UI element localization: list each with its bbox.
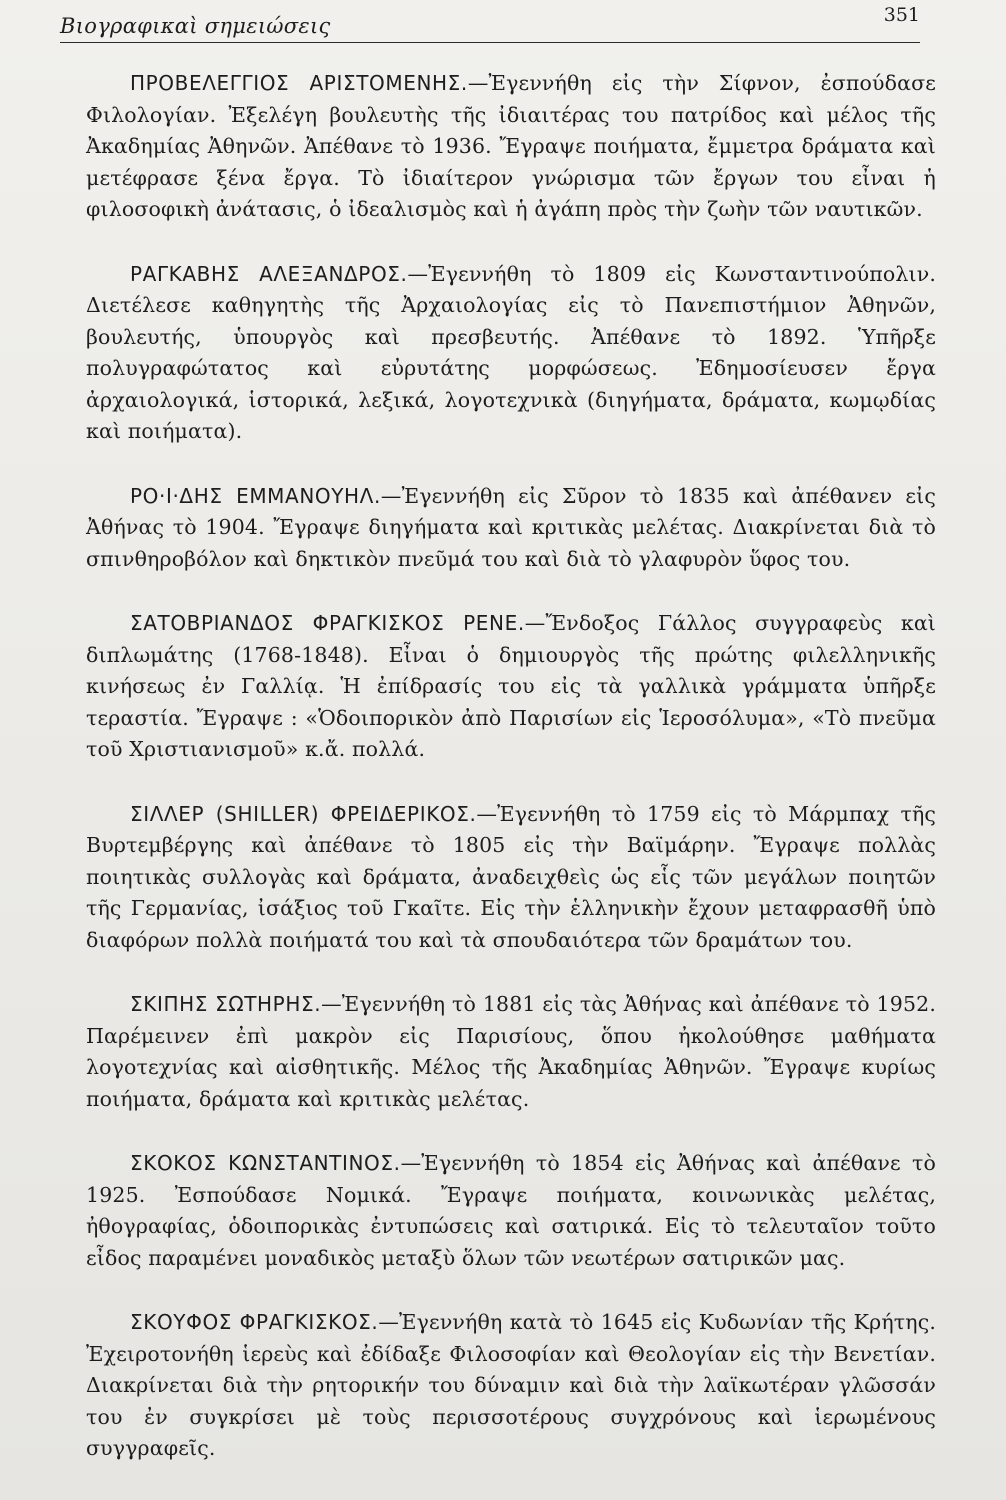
entry-name: ΡΑΓΚΑΒΗΣ ΑΛΕΞΑΝΔΡΟΣ. <box>130 261 408 286</box>
entry-skokos <box>86 1148 936 1274</box>
entry-rangavis <box>86 259 936 448</box>
entry-roidis <box>86 481 936 576</box>
entry-skipis <box>86 989 936 1115</box>
running-head <box>60 4 920 38</box>
entry-schiller <box>86 799 936 957</box>
header-rule <box>60 42 920 43</box>
entry-text: —Ἐγεννήθη τὸ 1881 εἰς τὰς Ἀθήνας καὶ ἀπέθανε τὸ 1952. Παρέμεινεν ἐπὶ μακρὸν εἰς Παρισίους, ὅπου ἠκολούθησε μαθήματα λογοτεχνίας καὶ αἰσθητικῆς. Μέλος τῆς Ἀκαδημίας Ἀθηνῶν. Ἔγραψε κυρίως ποιήματα, δράματα καὶ κριτικὰς μελέτας. <box>86 992 936 1111</box>
entry-name: ΣΚΟΚΟΣ ΚΩΝΣΤΑΝΤΙΝΟΣ. <box>130 1151 401 1175</box>
entry-name: ΣΙΛΛΕΡ (SHILLER) ΦΡΕΙΔΕΡΙΚΟΣ. <box>130 801 477 826</box>
entry-text: —Ἐγεννήθη τὸ 1759 εἰς τὸ Μάρμπαχ τῆς Βυρτεμβέργης καὶ ἀπέθανε τὸ 1805 εἰς τὴν Βαϊμάρην. Ἔγραψε πολλὰς ποιητικὰς συλλογὰς καὶ δράματα, ἀναδειχθεὶς ὡς εἷς τῶν μεγάλων ποιητῶν τῆς Γερμανίας, ἰσάξιος τοῦ Γκαῖτε. Εἰς τὴν ἑλληνικὴν ἔχουν μεταφρασθῆ ὑπὸ διαφόρων πολλὰ ποιήματά του καὶ τὰ σπουδαιότερα τῶν δραμάτων του. <box>86 801 937 952</box>
entry-name: ΠΡΟΒΕΛΕΓΓΙΟΣ ΑΡΙΣΤΟΜΕΝΗΣ. <box>130 71 468 95</box>
entry-text: —Ἐγεννήθη τὸ 1854 εἰς Ἀθήνας καὶ ἀπέθανε τὸ 1925. Ἐσπούδασε Νομικά. Ἔγραψε ποιήματα, κοινωνικὰς μελέτας, ἠθογραφίας, ὁδοιπορικὰς ἐντυπώσεις καὶ σατιρικά. Εἰς τὸ τελευταῖον τοῦτο εἶδος παραμένει μοναδικὸς μεταξὺ ὅλων τῶν νεωτέρων σατιρικῶν μας. <box>86 1151 937 1270</box>
entry-text: —Ἐγεννήθη κατὰ τὸ 1645 εἰς Κυδωνίαν τῆς Κρήτης. Ἐχειροτονήθη ἱερεὺς καὶ ἐδίδαξε Φιλοσοφίαν καὶ Θεολογίαν εἰς τὴν Βενετίαν. Διακρίνεται διὰ τὴν ρητορικήν του δύναμιν καὶ διὰ τὴν λαϊκωτέραν γλῶσσάν του ἐν συγκρίσει μὲ τοὺς περισσοτέρους συγχρόνους καὶ ἱερωμένους συγγραφεῖς. <box>86 1310 937 1460</box>
entry-skoufos <box>86 1307 936 1465</box>
entry-name: ΣΚΟΥΦΟΣ ΦΡΑΓΚΙΣΚΟΣ. <box>130 1310 379 1334</box>
entry-text: —Ἔνδοξος Γάλλος συγγραφεὺς καὶ διπλωμάτης (1768-1848). Εἶναι ὁ δημιουργὸς τῆς πρώτης φιλελληνικῆς κινήσεως ἐν Γαλλίᾳ. Ἡ ἐπίδρασίς του εἰς τὰ γαλλικὰ γράμματα ὑπῆρξε τεραστία. Ἔγραψε : «Ὁδοιπορικὸν ἀπὸ Παρισίων εἰς Ἱεροσόλυμα», «Τὸ πνεῦμα τοῦ Χριστιανισμοῦ» κ.ἄ. πολλά. <box>86 611 937 761</box>
running-title: Βιογραφικαὶ σημειώσεις <box>60 14 331 38</box>
entry-name: ΡΟ·Ι·ΔΗΣ ΕΜΜΑΝΟΥΗΛ. <box>130 483 381 508</box>
page-number: 351 <box>883 4 920 26</box>
entry-name: ΣΚΙΠΗΣ ΣΩΤΗΡΗΣ. <box>130 992 322 1016</box>
entry-name: ΣΑΤΟΒΡΙΑΝΔΟΣ ΦΡΑΓΚΙΣΚΟΣ ΡΕΝΕ. <box>130 611 525 635</box>
entry-text: —Ἐγεννήθη εἰς τὴν Σίφνον, ἐσπούδασε Φιλολογίαν. Ἐξελέγη βουλευτὴς τῆς ἰδιαιτέρας του πατρίδος καὶ μέλος τῆς Ἀκαδημίας Ἀθηνῶν. Ἀπέθανε τὸ 1936. Ἔγραψε ποιήματα, ἔμμετρα δράματα καὶ μετέφρασε ξένα ἔργα. Τὸ ἰδιαίτερον γνώρισμα τῶν ἔργων του εἶναι ἡ φιλοσοφικὴ ἀνάτασις, ὁ ἰδεαλισμὸς καὶ ἡ ἀγάπη πρὸς τὴν ζωὴν τῶν ναυτικῶν. <box>86 71 936 221</box>
entry-chateaubriand <box>86 608 936 766</box>
entry-provelengios <box>86 68 936 226</box>
biographical-notes <box>86 68 936 1498</box>
entry-text: —Ἐγεννήθη εἰς Σῦρον τὸ 1835 καὶ ἀπέθανεν εἰς Ἀθήνας τὸ 1904. Ἔγραψε διηγήματα καὶ κριτικὰς μελέτας. Διακρίνεται διὰ τὸ σπινθηροβόλον καὶ δηκτικὸν πνεῦμά του καὶ διὰ τὸ γλαφυρὸν ὕφος του. <box>86 483 937 571</box>
entry-text: —Ἐγεννήθη τὸ 1809 εἰς Κωνσταντινούπολιν. Διετέλεσε καθηγητὴς τῆς Ἀρχαιολογίας εἰς τὸ Πανεπιστήμιον Ἀθηνῶν, βουλευτής, ὑπουργὸς καὶ πρεσβευτής. Ἀπέθανε τὸ 1892. Ὑπῆρξε πολυγραφώτατος καὶ εὐρυτάτης μορφώσεως. Ἐδημοσίευσεν ἔργα ἀρχαιολογικά, ἱστορικά, λεξικά, λογοτεχνικὰ (διηγήματα, δράματα, κωμῳδίας καὶ ποιήματα). <box>86 261 936 443</box>
